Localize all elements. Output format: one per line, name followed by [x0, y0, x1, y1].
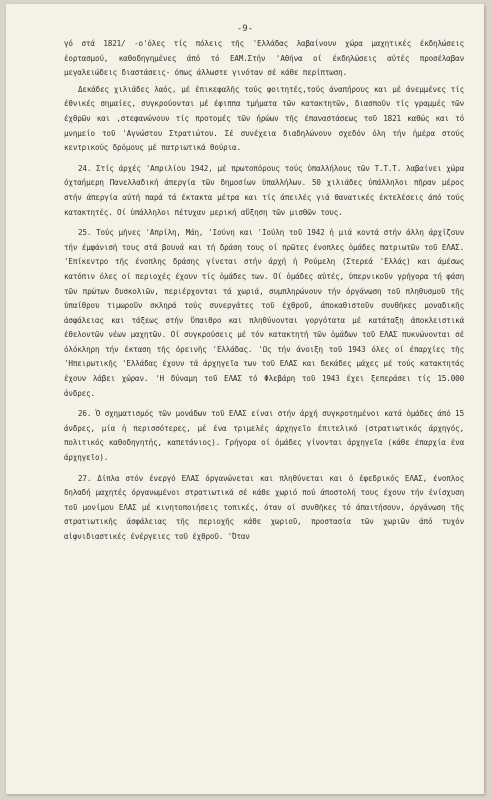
- page-number: -9-: [236, 24, 254, 34]
- paragraph-26: 26. Ὁ σχηματισμός τῶν μονάδων τοῦ ΕΛΑΣ είναι στήν άρχή συγκροτημένοι κατά ὁμάδες άπό 15 άνδρες, μία ἡ περισσότερες, μέ ένα τριμελές άρχηγεῖο έπιτελικό (στρατιωτικός άρχηγός, πολιτικός καθοδηγητής, καπετάνιος). Γρήγορα οί ὁμάδες γίνονται άρχηγεῖα (κάθε έπαρχία ένα άρχηγεῖο).: [64, 409, 469, 463]
- document-page: [6, 4, 484, 794]
- paragraph-27: 27. Δίπλα στόν ένεργό ΕΛΑΣ όργανώνεται και πληθύνεται και ὁ έφεδρικός ΕΛΑΣ, ένοπλος δηλαδή μαχητές όργανωμένοι στρατιωτικά σέ κάθε χωριό πού άποστολή τους έχουν τήν ένίσχυση τοῦ μονίμου ΕΛΑΣ μέ κινητοποιήσεις τοπικές, όταν οί συνθῆκες τό άπαιτήσουν, όργάνωση τῆς στρατιωτικῆς άσφάλειας τῆς περιοχῆς κάθε χωριοῦ, προστασία τῶν χωριῶν άπό τυχόν αἰφνιδιαστικές ένέργειες τοῦ έχθροῦ. 'Όταν: [64, 473, 469, 541]
- paragraph-continued: γό στά 1821/ -ο'όλες τίς πόλεις τῆς 'Ελλάδας λαβαίνουν χώρα μαχητικές έκδηλώσεις έορτασμού, καθοδηγημένες άπό τό ΕΑΜ.Στήν 'Αθήνα οί έκδηλώσεις αύτές προσέλαβαν μεγαλειώδεις διαστάσεις- όπως άλλωστε γινόταν σέ κάθε περίπτωση.: [64, 39, 469, 78]
- paragraph-25: 25. Τούς μῆνες 'Απρίλη, Μάη, 'Ιούνη και 'Ιούλη τοῦ 1942 ἡ μιά κοντά στήν άλλη άρχίζουν τήν έμφάνισή τους στά βουνά και τή δράση τους οί πρῶτες ένοπλες ὁμάδες πατριωτῶν τοῦ ΕΛΑΣ. 'Επίκεντρο τῆς ένοπλης δράσης γίνεται στήν άρχή ἡ Ρούμελη (Στερεά 'Ελλάς) και άμέσως κατόπιν όλες οί περιοχές έχουν τίς ὁμάδες των. Οί ὁμάδες αὐτές, ὑπερνικοῦν γρήγορα τή φάση τῶν πρώτων δυσκολιῶν, περιέρχονται τά χωριά, συμπληρώνουν τήν όργάνωση τοῦ πληθυσμοῦ τῆς ὑπαίθρου τιμωροῦν σκληρά τούς συνεργάτες τοῦ έχθροῦ, άποκαθιστοῦν συνθῆκες μοναδικῆς άσφάλειας και τάξεως στήν ὕπαιθρο και πληθύνονται γοργότατα μέ κατάταξη άποκλειστικά έθελοντῶν νέων μαχητῶν. Οί συγκρούσεις μέ τόν κατακτητή τῶν ὁμάδων τοῦ ΕΛΑΣ πυκνώνονται σέ όλόκληρη τήν έκταση τῆς όρεινῆς 'Ελλάδας. 'Ως τήν άνοιξη τοῦ 1943 όλες οί έπαρχίες τῆς 'Ηπειρωτικῆς 'Ελλάδας έχουν τά άρχηγεῖα των τοῦ ΕΛΑΣ και δεκάδες μάχες μέ τούς κατακτητάς έχουν λάβει χώραν. 'Η δύναμη τοῦ ΕΛΑΣ τό Φλεβάρη τοῦ 1943 έχει ξεπεράσει τίς 15.000 άνδρες.: [64, 228, 469, 398]
- paragraph-24: 24. Στίς άρχές 'Απριλίου 1942, μέ πρωτοπόρους τούς ὑπαλλήλους τῶν Τ.Τ.Τ. λαβαίνει χώρα όχταήμερη Πανελλαδική άπεργία τῶν δημοσίων ὑπαλλήλων. 50 χιλιάδες ὑπάλληλοι πῆραν μέρος στήν άπεργία αύτή παρά τά έκτακτα μέτρα και τίς άπειλές γιά θανατικές έκτελέσεις άπό τούς κατακτητές. Οί ὑπάλληλοι πέτυχαν μερική αὔξηση τῶν μισθῶν τους.: [64, 163, 469, 217]
- paragraph-dekades: Δεκάδες χιλιάδες λαός, μέ έπικεφαλῆς τούς φοιτητές,τούς άναπήρους και μέ άνεμμένες τίς έθνικές σημαίες, συγκρούονται μέ έφιππα τμήματα τῶν κατακτητῶν, διασποῦν τίς γραμμές τῶν έχθρῶν και ,στεφανώνουν τίς προτομές τῶν ήρώων τῆς έπαναστάσεως τοῦ 1821 καθώς και τό μνημείο τοῦ 'Αγνώστου Στρατιώτου. Σέ συνέχεια διαδηλώνουν σχεδόν όλη τήν ἡμέρα στούς κεντρικούς δρόμους μέ πατριωτικά θούρια.: [64, 84, 469, 153]
- body-text: [64, 37, 469, 545]
